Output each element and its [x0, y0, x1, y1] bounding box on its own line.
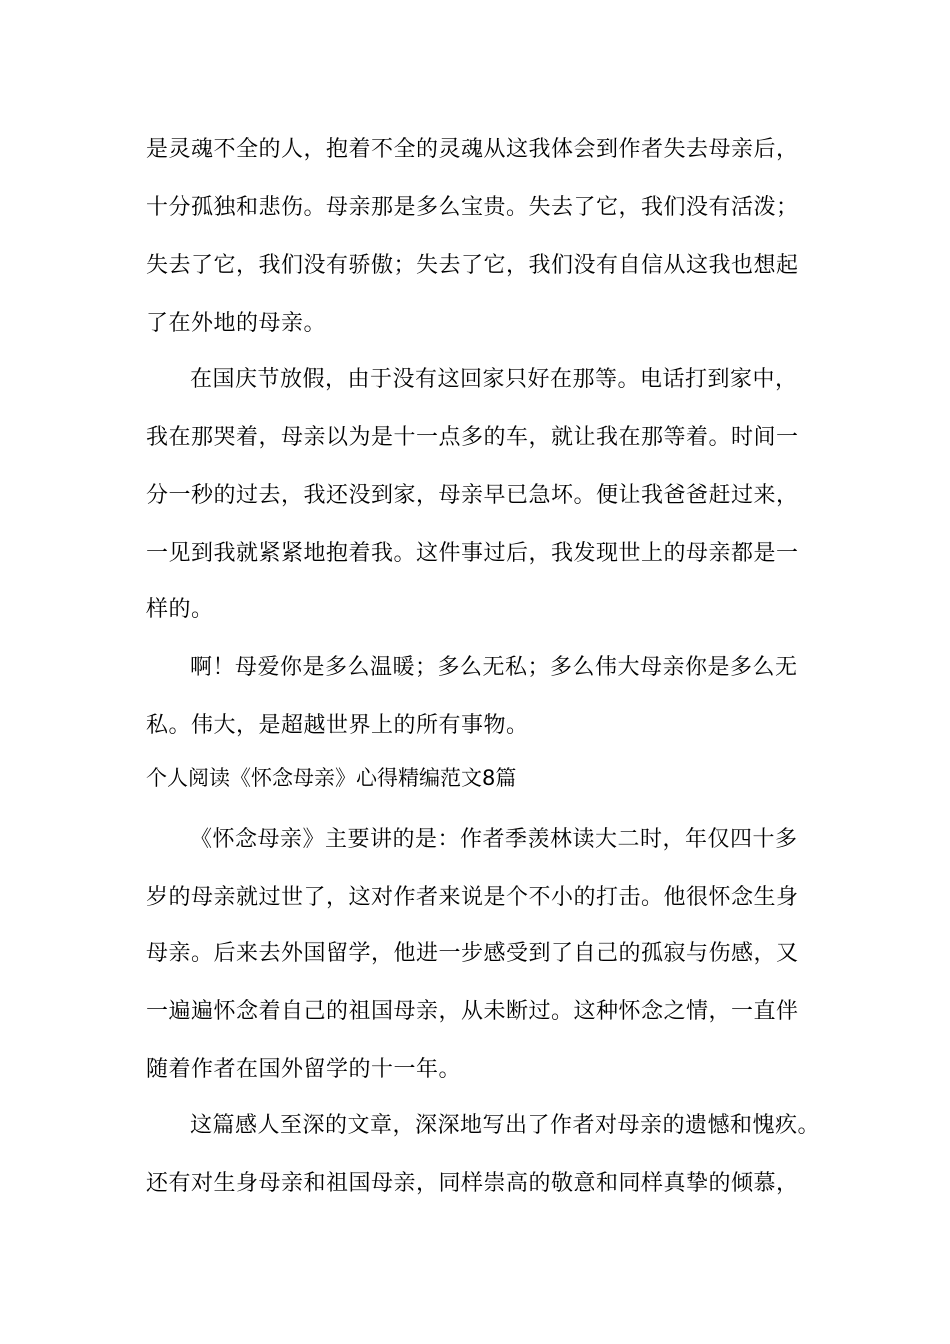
text-line: 母亲。后来去外国留学，他进一步感受到了自己的孤寂与伤感，又 — [146, 941, 799, 966]
text-line: 一见到我就紧紧地抱着我。这件事过后，我发现世上的母亲都是一 — [146, 541, 799, 566]
text-line: 了在外地的母亲。 — [146, 311, 327, 336]
text-line: 岁的母亲就过世了，这对作者来说是个不小的打击。他很怀念生身 — [146, 885, 799, 910]
text-line: 样的。 — [146, 597, 214, 622]
text-line: 还有对生身母亲和祖国母亲，同样崇高的敬意和同样真挚的倾慕， — [146, 1171, 799, 1196]
text-line: 是灵魂不全的人，抱着不全的灵魂从这我体会到作者失去母亲后， — [146, 137, 799, 162]
section-heading: 个人阅读《怀念母亲》心得精编范文8篇 — [146, 766, 517, 790]
text-line: 这篇感人至深的文章，深深地写出了作者对母亲的遗憾和愧疚。 — [190, 1113, 821, 1138]
text-line: 我在那哭着，母亲以为是十一点多的车，就让我在那等着。时间一 — [146, 425, 799, 450]
text-line: 《怀念母亲》主要讲的是：作者季羡林读大二时，年仅四十多 — [190, 827, 798, 852]
text-line: 一遍遍怀念着自己的祖国母亲，从未断过。这种怀念之情，一直伴 — [146, 999, 799, 1024]
text-line: 十分孤独和悲伤。母亲那是多么宝贵。失去了它，我们没有活泼； — [146, 195, 799, 220]
text-line: 啊！母爱你是多么温暖；多么无私；多么伟大母亲你是多么无 — [190, 655, 798, 680]
text-line: 分一秒的过去，我还没到家，母亲早已急坏。便让我爸爸赶过来， — [146, 483, 799, 508]
text-line: 私。伟大，是超越世界上的所有事物。 — [146, 713, 529, 738]
text-line: 失去了它，我们没有骄傲；失去了它，我们没有自信从这我也想起 — [146, 253, 799, 278]
text-line: 在国庆节放假，由于没有这回家只好在那等。电话打到家中， — [190, 367, 798, 392]
text-line: 随着作者在国外留学的十一年。 — [146, 1057, 462, 1082]
